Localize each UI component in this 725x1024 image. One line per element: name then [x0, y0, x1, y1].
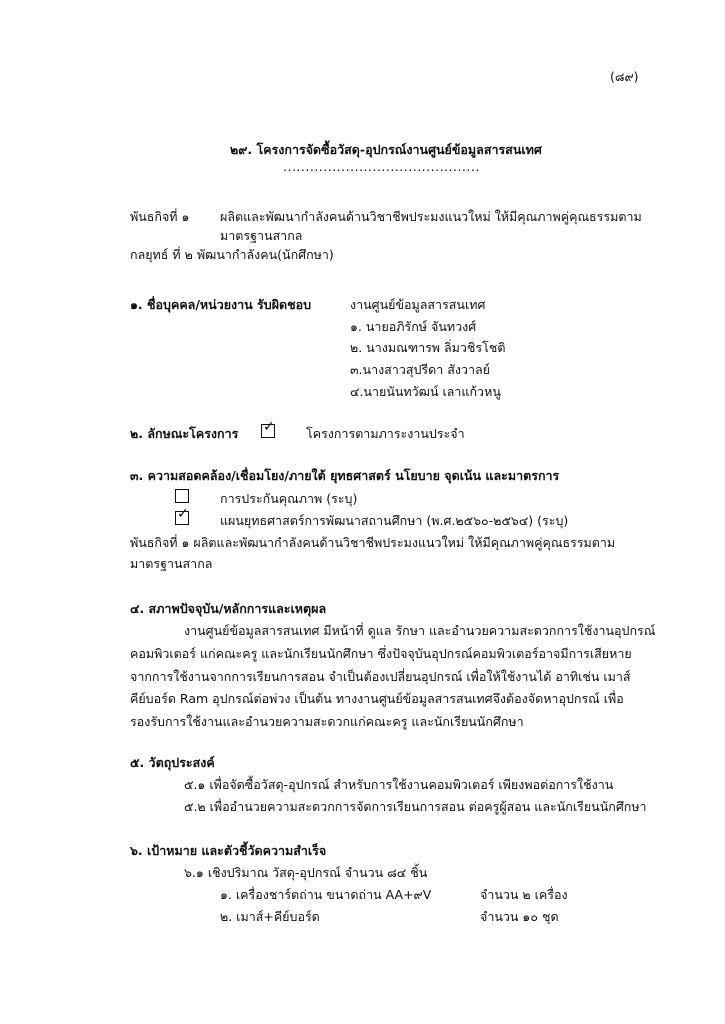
section5-heading: ๕. วัตถุประสงค์ — [130, 755, 215, 770]
document-title: ๒๙. โครงการจัดซื้อวัสดุ-อุปกรณ์งานศูนย์ข้อมูลสารสนเทศ — [230, 142, 542, 157]
page-number: (๘๙) — [610, 69, 639, 84]
section3-heading: ๓. ความสอดคล้อง/เชื่อมโยง/ภายใต้ ยุทธศาสตร์ นโยบาย จุดเน้น และมาตรการ — [130, 468, 560, 483]
rationale-line-5: รองรับการใช้งานและอำนวยความสะดวกแก่คณะครู และนักเรียนนักศึกษา — [130, 714, 524, 729]
section1-heading: ๑. ชื่อบุคคล/หน่วยงาน รับผิดชอบ — [130, 297, 312, 312]
section3-note-line2: มาตรฐานสากล — [130, 556, 213, 571]
project-type-checkbox[interactable] — [261, 419, 275, 440]
objective-2: ๕.๒ เพื่ออำนวยความสะดวกการจัดการเรียนการสอน ต่อครูผู้สอน และนักเรียนนักศึกษา — [184, 799, 647, 814]
mission-text-line1: ผลิตและพัฒนากำลังคนด้านวิชาชีพประมงแนวใหม่ ให้มีคุณภาพคู่คุณธรรมตาม — [220, 209, 642, 224]
strategy-text: กลยุทธ์ ที่ ๒ พัฒนากำลังคน(นักศึกษา) — [130, 247, 334, 262]
qa-checkbox[interactable] — [175, 488, 189, 505]
target-item-1-qty: จำนวน ๒ เครื่อง — [480, 887, 568, 902]
section3-note-line1: พันธกิจที่ ๑ ผลิตและพัฒนากำลังคนด้านวิชาชีพประมงแนวใหม่ ให้มีคุณภาพคู่คุณธรรมตาม — [130, 535, 616, 550]
title-dotted-rule: ............................................ — [283, 159, 480, 174]
target-item-1-name: ๑. เครื่องชาร์ตถ่าน ขนาดถ่าน AA+๙V — [220, 887, 432, 902]
mission-label: พันธกิจที่ ๑ — [130, 209, 190, 224]
quantity-target-line: ๖.๑ เชิงปริมาณ วัสดุ-อุปกรณ์ จำนวน ๘๔ ชิ้น — [184, 865, 428, 880]
rationale-line-3: จากการใช้งานจากการเรียนการสอน จำเป็นต้องเปลี่ยนอุปกรณ์ เพื่อให้ใช้งานได้ อาทิเช่น เมาส์ — [130, 669, 631, 684]
responsible-person-3: ๓.นางสาวสุปรีดา สังวาลย์ — [350, 362, 490, 377]
objective-1: ๕.๑ เพื่อจัดซื้อวัสดุ-อุปกรณ์ สำหรับการใช้งานคอมพิวเตอร์ เพียงพอต่อการใช้งาน — [184, 777, 614, 792]
responsible-person-1: ๑. นายอภิรักษ์ จันทวงศ์ — [350, 319, 477, 334]
strategy-plan-option-label: แผนยุทธศาสตร์การพัฒนาสถานศึกษา (พ.ศ.๒๕๖๐-๒๕๖๔) (ระบุ) — [220, 513, 569, 528]
section4-heading: ๔. สภาพปัจจุบัน/หลักการและเหตุผล — [130, 601, 327, 616]
checkbox-empty-icon — [175, 489, 189, 503]
section6-heading: ๖. เป้าหมาย และตัวชี้วัดความสำเร็จ — [130, 843, 327, 858]
rationale-line-1: งานศูนย์ข้อมูลสารสนเทศ มีหน้าที่ ดูแล รักษา และอำนวยความสะดวกการใช้งานอุปกรณ์ — [184, 623, 656, 638]
rationale-line-2: คอมพิวเตอร์ แก่คณะครู และนักเรียนนักศึกษา ซึ่งปัจจุบันอุปกรณ์คอมพิวเตอร์อาจมีการเสียหาย — [130, 646, 632, 661]
checkbox-checked-icon: ✓ — [261, 424, 275, 438]
target-item-2-name: ๒. เมาส์+คีย์บอร์ด — [220, 909, 320, 924]
strategy-plan-checkbox[interactable] — [175, 506, 189, 527]
qa-option-label: การประกันคุณภาพ (ระบุ) — [220, 491, 358, 506]
responsible-unit: งานศูนย์ข้อมูลสารสนเทศ — [350, 297, 486, 312]
checkbox-checked-icon: ✓ — [175, 511, 189, 525]
responsible-person-2: ๒. นางมณฑารพ ลิ่มวชิรโชติ — [350, 340, 506, 355]
responsible-person-4: ๔.นายนันทวัฒน์ เลาแก้วหนู — [350, 384, 501, 399]
mission-text-line2: มาตรฐานสากล — [220, 228, 303, 243]
rationale-line-4: คีย์บอร์ด Ram อุปกรณ์ต่อพ่วง เป็นต้น ทางงานศูนย์ข้อมูลสารสนเทศจึงต้องจัดหาอุปกรณ์ เพื่อ — [130, 691, 624, 706]
project-type-option: โครงการตามภาระงานประจำ — [306, 426, 465, 441]
target-item-2-qty: จำนวน ๑๐ ชุด — [480, 909, 559, 924]
section2-heading: ๒. ลักษณะโครงการ — [130, 426, 239, 441]
